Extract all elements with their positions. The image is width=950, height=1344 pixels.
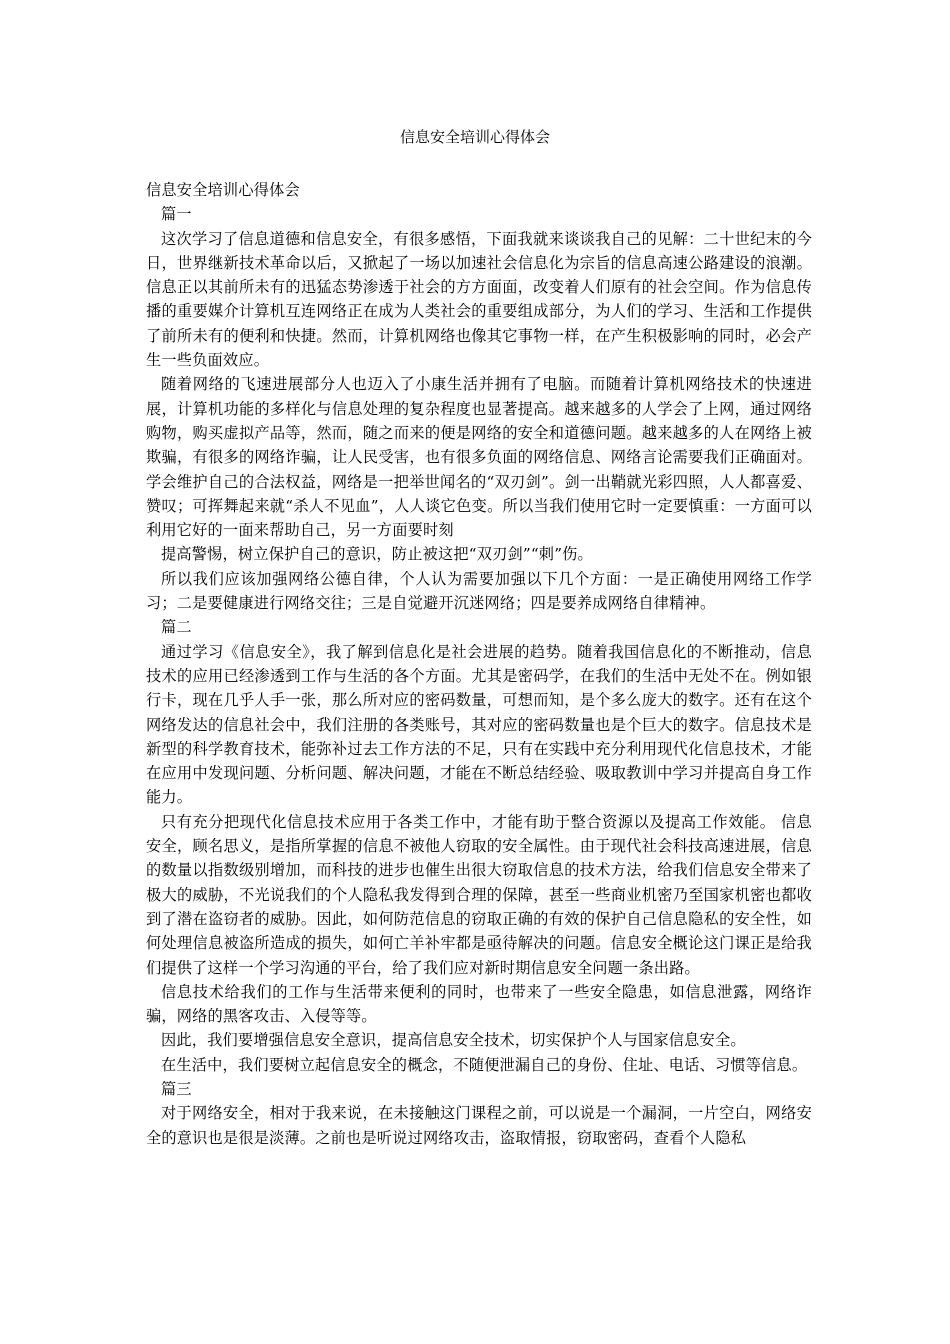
document-title: 信息安全培训心得体会 xyxy=(399,128,550,146)
paragraph: 只有充分把现代化信息技术应用于各类工作中，才能有助于整合资源以及提高工作效能。 信息安全，顾名思义，是指所掌握的信息不被他人窃取的安全属性。由于现代社会科技高速进展，信息的数量以指数级别增加，而科技的进步也催生出很大窃取信息的技术方法，给我们信息安全带来了极大的威胁，不光说我们的个人隐私我发得到合理的保障，甚至一些商业机密乃至国家机密也都收到了潜在盗窃者的威胁。因此，如何防范信息的窃取正确的有效的保护自己信息隐私的安全性，如何处理信息被盗所造成的损失，如何亡羊补牢都是亟待解决的问题。信息安全概论这门课正是给我们提供了这样一个学习沟通的平台，给了我们应对新时期信息安全问题一条出路。 xyxy=(146,812,812,977)
paragraph: 对于网络安全，相对于我来说，在未接触这门课程之前，可以说是一个漏洞，一片空白，网络安全的意识也是很是淡薄。之前也是听说过网络攻击，盗取情报，窃取密码，查看个人隐私 xyxy=(146,1104,812,1147)
paragraph: 信息技术给我们的工作与生活带来便利的同时，也带来了一些安全隐患，如信息泄露，网络诈骗，网络的黑客攻击、入侵等等。 xyxy=(146,982,812,1026)
paragraph: 因此，我们要增强信息安全意识，提高信息安全技术，切实保护个人与国家信息安全。 xyxy=(161,1031,746,1050)
paragraph: 通过学习《信息安全》，我了解到信息化是社会进展的趋势。随着我国信息化的不断推动，信息技术的应用已经渗透到工作与生活的各个方面。尤其是密码学，在我们的生活中无处不在。例如银行卡，现在几乎人手一张，那么所对应的密码数量，可想而知，是个多么庞大的数字。还有在这个网络发达的信息社会中，我们注册的各类账号，其对应的密码数量也是个巨大的数字。信息技术是新型的科学教育技术，能弥补过去工作方法的不足，只有在实践中充分利用现代化信息技术，才能在应用中发现问题、分析问题、解决问题，才能在不断总结经验、吸取教训中学习并提高自身工作能力。 xyxy=(146,642,812,807)
section-heading-1: 篇一 xyxy=(161,205,192,224)
section-heading-3: 篇三 xyxy=(161,1079,192,1098)
paragraph: 随着网络的飞速进展部分人也迈入了小康生活并拥有了电脑。而随着计算机网络技术的快速进展，计算机功能的多样化与信息处理的复杂程度也显著提高。越来越多的人学会了上网，通过网络购物，购买虚拟产品等，然而，随之而来的便是网络的安全和道德问题。越来越多的人在网络上被欺骗，有很多的网络诈骗，让人民受害，也有很多负面的网络信息、网络言论需要我们正确面对。学会维护自己的合法权益，网络是一把举世闻名的“双刃剑”。剑一出鞘就光彩四照，人人都喜爱、赞叹；可挥舞起来就“杀人不见血”，人人谈它色变。所以当我们使用它时一定要慎重：一方面可以利用它好的一面来帮助自己，另一方面要时刻 xyxy=(146,375,812,540)
document-subtitle: 信息安全培训心得体会 xyxy=(146,181,300,199)
paragraph: 所以我们应该加强网络公德自律，个人认为需要加强以下几个方面：一是正确使用网络工作学习；二是要健康进行网络交往；三是自觉避开沉迷网络；四是要养成网络自律精神。 xyxy=(146,569,812,613)
document-body xyxy=(146,178,812,1150)
section-heading-2: 篇二 xyxy=(161,618,192,637)
paragraph: 这次学习了信息道德和信息安全，有很多感悟，下面我就来谈谈我自己的见解：二十世纪末的今日，世界继新技术革命以后，又掀起了一场以加速社会信息化为宗旨的信息高速公路建设的浪潮。信息正以其前所未有的迅猛态势渗透于社会的方方面面，改变着人们原有的社会空间。作为信息传播的重要媒介计算机互连网络正在成为人类社会的重要组成部分，为人们的学习、生活和工作提供了前所未有的便利和快捷。然而，计算机网络也像其它事物一样，在产生积极影响的同时，必会产生一些负面效应。 xyxy=(146,229,812,370)
paragraph: 提高警惕，树立保护自己的意识，防止被这把“双刃剑”“刺”伤。 xyxy=(161,545,593,564)
paragraph: 在生活中，我们要树立起信息安全的概念，不随便泄漏自己的身份、住址、电话、习惯等信息。 xyxy=(161,1055,808,1074)
